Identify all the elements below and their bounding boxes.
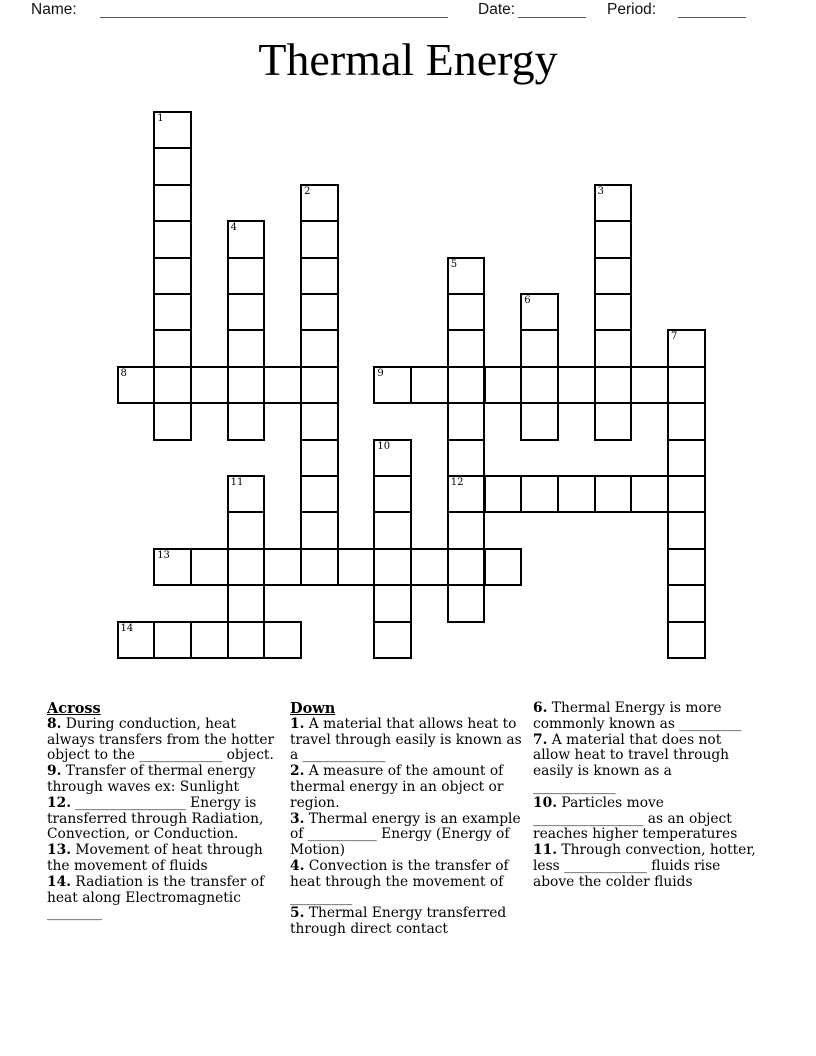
clue-list-number: 2. bbox=[290, 763, 305, 780]
grid-cell[interactable] bbox=[447, 257, 486, 295]
clue: 11. Through convection, hotter, less ____________ fluids rise above the colder fluids bbox=[533, 842, 756, 890]
clue: 8. During conduction, heat always transfers from the hotter object to the ____________ object. bbox=[47, 715, 275, 764]
clue-number: 8 bbox=[120, 367, 127, 379]
clue-list-number: 14. bbox=[47, 873, 72, 890]
grid-cell[interactable] bbox=[520, 475, 559, 513]
grid-cell[interactable] bbox=[373, 584, 412, 622]
grid-cell[interactable] bbox=[630, 475, 669, 513]
grid-cell[interactable] bbox=[153, 329, 192, 367]
clue: 5. Thermal Energy transferred through direct contact bbox=[290, 905, 507, 938]
grid-cell[interactable] bbox=[153, 402, 192, 440]
grid-cell[interactable] bbox=[190, 548, 229, 586]
grid-cell[interactable] bbox=[300, 439, 339, 477]
across-clues-column bbox=[47, 701, 279, 922]
clue: 12. ________________ Energy is transferred through Radiation, Convection, or Conduction. bbox=[47, 794, 264, 843]
clue-list-number: 5. bbox=[290, 905, 305, 922]
across-heading: Across bbox=[47, 700, 101, 717]
grid-cell[interactable] bbox=[594, 329, 633, 367]
date-label: Date: bbox=[478, 1, 516, 18]
clue: 7. A material that does not allow heat to travel through easily is known as a ____________ bbox=[533, 731, 730, 795]
clue-number: 13 bbox=[157, 549, 170, 561]
grid-cell[interactable] bbox=[190, 366, 229, 404]
grid-cell[interactable] bbox=[300, 475, 339, 513]
grid-cell[interactable] bbox=[153, 147, 192, 185]
grid-cell[interactable] bbox=[337, 548, 376, 586]
grid-cell[interactable] bbox=[447, 402, 486, 440]
grid-cell[interactable] bbox=[153, 184, 192, 222]
grid-cell[interactable] bbox=[227, 621, 266, 659]
grid-cell[interactable] bbox=[373, 439, 412, 477]
grid-cell[interactable] bbox=[520, 366, 559, 404]
grid-cell[interactable] bbox=[300, 293, 339, 331]
grid-cell[interactable] bbox=[594, 257, 633, 295]
grid-cell[interactable] bbox=[484, 366, 523, 404]
clue: 10. Particles move ________________ as an object reaches higher temperatures bbox=[533, 794, 738, 843]
name-label: Name: bbox=[31, 1, 77, 18]
grid-cell[interactable] bbox=[594, 184, 633, 222]
grid-cell[interactable] bbox=[153, 548, 192, 586]
clue-number: 6 bbox=[524, 295, 531, 306]
grid-cell[interactable] bbox=[190, 621, 229, 659]
grid-cell[interactable] bbox=[153, 366, 192, 404]
clue-list-number: 8. bbox=[47, 715, 62, 732]
grid-cell[interactable] bbox=[117, 621, 156, 659]
clue: 2. A measure of the amount of thermal energy in an object or region. bbox=[290, 763, 504, 811]
grid-cell[interactable] bbox=[410, 548, 449, 586]
grid-cell[interactable] bbox=[447, 439, 486, 477]
clue-list-number: 4. bbox=[290, 857, 305, 874]
clue-number: 5 bbox=[450, 258, 458, 270]
grid-cell[interactable] bbox=[447, 584, 486, 622]
clue: 14. Radiation is the transfer of heat along Electromagnetic ________ bbox=[47, 873, 265, 922]
page-title: Thermal Energy bbox=[258, 34, 558, 85]
clue-number: 14 bbox=[120, 622, 134, 634]
grid-cell[interactable] bbox=[153, 220, 192, 258]
period-label: Period: bbox=[607, 1, 657, 18]
grid-cell[interactable] bbox=[227, 293, 266, 331]
grid-cell[interactable] bbox=[520, 329, 559, 367]
clue-number: 9 bbox=[377, 367, 384, 379]
grid-cell[interactable] bbox=[557, 475, 596, 513]
grid-cell[interactable] bbox=[630, 366, 669, 404]
grid-cell[interactable] bbox=[300, 402, 339, 440]
clue-list-number: 9. bbox=[47, 763, 62, 780]
grid-cell[interactable] bbox=[300, 366, 339, 404]
clue-list-number: 10. bbox=[533, 794, 558, 811]
grid-cell[interactable] bbox=[447, 293, 486, 331]
grid-cell[interactable] bbox=[373, 475, 412, 513]
grid-cell[interactable] bbox=[153, 111, 192, 149]
clue-number: 11 bbox=[230, 477, 244, 488]
grid-cell[interactable] bbox=[447, 548, 486, 586]
clue-list-number: 7. bbox=[533, 731, 548, 748]
name-fill-line[interactable] bbox=[100, 3, 448, 18]
grid-cell[interactable] bbox=[373, 621, 412, 659]
grid-cell[interactable] bbox=[484, 548, 523, 586]
grid-cell[interactable] bbox=[227, 257, 266, 295]
clue: 6. Thermal Energy is more commonly known as _________ bbox=[533, 700, 742, 732]
grid-cell[interactable] bbox=[227, 548, 266, 586]
clue: 3. Thermal energy is an example of __________ Energy (Energy of Motion) bbox=[290, 810, 521, 859]
grid-cell[interactable] bbox=[153, 257, 192, 295]
grid-cell[interactable] bbox=[667, 402, 706, 440]
grid-cell[interactable] bbox=[263, 548, 302, 586]
clue-number: 3 bbox=[597, 185, 604, 197]
clue: 4. Convection is the transfer of heat through the movement of _________ bbox=[290, 857, 509, 906]
clue-number: 4 bbox=[230, 222, 237, 234]
clue-number: 12 bbox=[450, 477, 464, 488]
clue-number: 7 bbox=[671, 331, 678, 343]
grid-cell[interactable] bbox=[667, 584, 706, 622]
grid-cell[interactable] bbox=[667, 511, 706, 549]
grid-cell[interactable] bbox=[667, 329, 706, 367]
grid-cell[interactable] bbox=[373, 511, 412, 549]
clue-list-number: 11. bbox=[533, 842, 558, 859]
clue-number: 1 bbox=[157, 113, 164, 124]
clue-list-number: 6. bbox=[533, 700, 548, 716]
clue: 1. A material that allows heat to travel through easily is known as a ____________ bbox=[290, 715, 522, 764]
grid-cell[interactable] bbox=[447, 511, 486, 549]
grid-cell[interactable] bbox=[667, 548, 706, 586]
grid-cell[interactable] bbox=[667, 621, 706, 659]
grid-cell[interactable] bbox=[153, 293, 192, 331]
grid-cell[interactable] bbox=[520, 293, 559, 331]
clue-list-number: 3. bbox=[290, 810, 305, 827]
date-fill-line[interactable] bbox=[518, 3, 586, 18]
clue-list-number: 13. bbox=[47, 842, 72, 859]
grid-cell[interactable] bbox=[594, 293, 633, 331]
clue: 13. Movement of heat through the movement of fluids bbox=[47, 842, 263, 874]
grid-cell[interactable] bbox=[594, 220, 633, 258]
clue-list-number: 12. bbox=[47, 794, 72, 811]
crossword-grid bbox=[117, 111, 706, 659]
grid-cell[interactable] bbox=[300, 257, 339, 295]
grid-cell[interactable] bbox=[447, 329, 486, 367]
period-fill-line[interactable] bbox=[678, 3, 746, 18]
grid-cell[interactable] bbox=[594, 402, 633, 440]
clue: 9. Transfer of thermal energy through waves ex: Sunlight bbox=[47, 763, 256, 795]
grid-cell[interactable] bbox=[447, 366, 486, 404]
grid-cell[interactable] bbox=[410, 366, 449, 404]
grid-cell[interactable] bbox=[594, 366, 633, 404]
grid-cell[interactable] bbox=[594, 475, 633, 513]
grid-cell[interactable] bbox=[373, 548, 412, 586]
grid-cell[interactable] bbox=[667, 439, 706, 477]
grid-cell[interactable] bbox=[667, 475, 706, 513]
clue-number: 10 bbox=[377, 440, 391, 452]
grid-cell[interactable] bbox=[227, 220, 266, 258]
grid-cell[interactable] bbox=[263, 621, 302, 659]
grid-cell[interactable] bbox=[227, 402, 266, 440]
grid-cell[interactable] bbox=[227, 366, 266, 404]
down-clues-continued-column bbox=[533, 701, 757, 891]
grid-cell[interactable] bbox=[227, 584, 266, 622]
grid-cell[interactable] bbox=[373, 366, 412, 404]
down-heading: Down bbox=[290, 700, 336, 717]
grid-cell[interactable] bbox=[557, 366, 596, 404]
grid-cell[interactable] bbox=[117, 366, 156, 404]
grid-cell[interactable] bbox=[520, 402, 559, 440]
grid-cell[interactable] bbox=[300, 220, 339, 258]
grid-cell[interactable] bbox=[484, 475, 523, 513]
down-clues-column bbox=[290, 701, 524, 938]
grid-cell[interactable] bbox=[300, 548, 339, 586]
grid-cell[interactable] bbox=[227, 329, 266, 367]
grid-cell[interactable] bbox=[153, 621, 192, 659]
grid-cell[interactable] bbox=[447, 475, 486, 513]
grid-cell[interactable] bbox=[263, 366, 302, 404]
grid-cell[interactable] bbox=[667, 366, 706, 404]
grid-cell[interactable] bbox=[300, 511, 339, 549]
clue-list-number: 1. bbox=[290, 715, 305, 732]
clue-number: 2 bbox=[304, 185, 311, 197]
header bbox=[0, 0, 816, 26]
grid-cell[interactable] bbox=[227, 475, 266, 513]
grid-cell[interactable] bbox=[300, 184, 339, 222]
grid-cell[interactable] bbox=[300, 329, 339, 367]
grid-cell[interactable] bbox=[227, 511, 266, 549]
